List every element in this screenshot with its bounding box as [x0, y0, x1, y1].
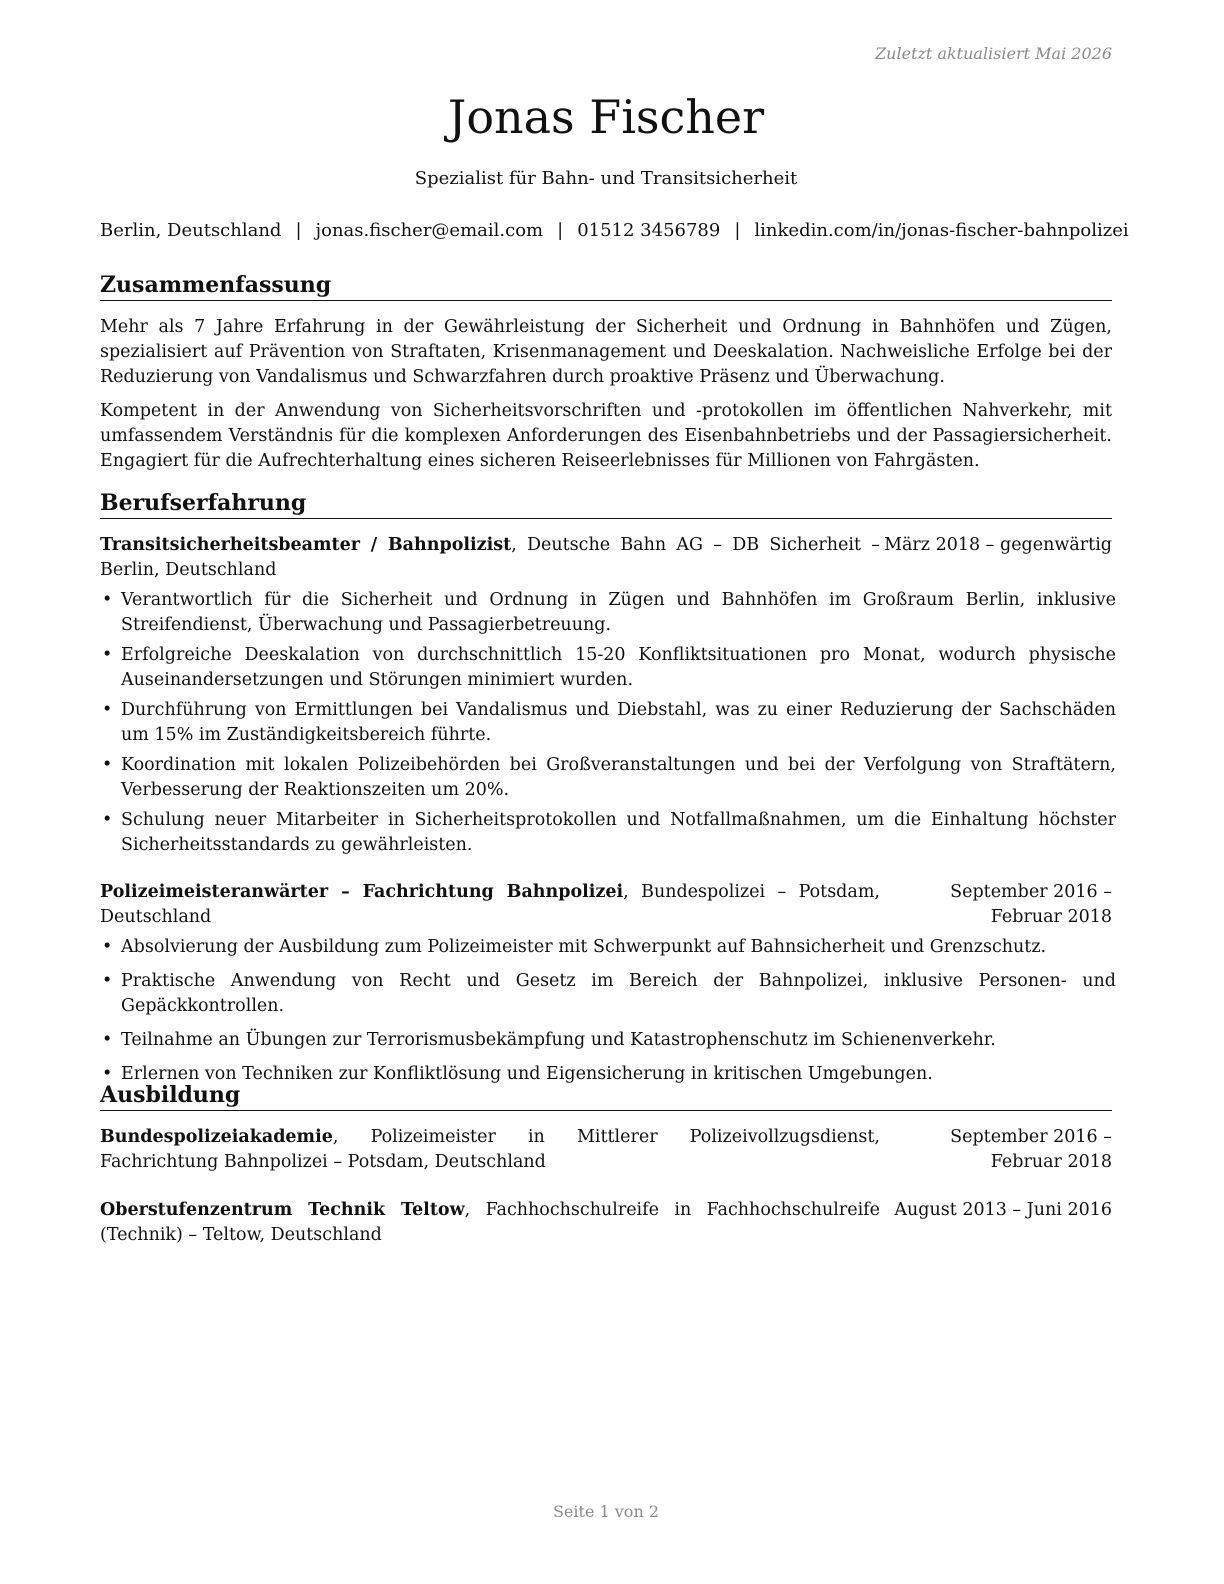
- education-dates: August 2013 – Juni 2016: [894, 1200, 1112, 1220]
- job-details: , Deutsche Bahn AG – DB Sicherheit – Berlin, Deutschland: [100, 535, 880, 580]
- candidate-name: Jonas Fischer: [447, 90, 765, 144]
- job-role: Transitsicherheitsbeamter / Bahnpolizist: [100, 535, 512, 555]
- candidate-subtitle: Spezialist für Bahn- und Transitsicherheit: [414, 168, 798, 189]
- summary-paragraph: Mehr als 7 Jahre Erfahrung in der Gewährleistung der Sicherheit und Ordnung in Bahnhöfen und Zügen, spezialisiert auf Prävention von Straftaten, Krisenmanagement und Deeskalation. Nachweisliche Erfolge bei der Reduzierung von Vandalismus und Schwarzfahren durch proaktive Präsenz und Überwachung.: [100, 317, 1112, 387]
- contact-separator: |: [734, 220, 741, 241]
- job-role: Polizeimeisteranwärter – Fachrichtung Bahnpolizei: [100, 882, 624, 902]
- job-title-line: [100, 880, 880, 930]
- education-title-line: [100, 1198, 880, 1248]
- list-item: • Koordination mit lokalen Polizeibehörden bei Großveranstaltungen und bei der Verfolgung von Straftätern, Verbesserung der Reaktionszeiten um 20%.: [100, 753, 1116, 803]
- contact-line: [100, 219, 1129, 243]
- job-bullets: [100, 935, 1116, 1087]
- resume-page: [100, 0, 1129, 1584]
- job-title-line: [100, 533, 880, 583]
- section-title-summary: Zusammenfassung: [100, 271, 1112, 301]
- contact-location: Berlin, Deutschland: [100, 220, 282, 241]
- last-updated: Zuletzt aktualisiert Mai 2026: [875, 44, 1112, 63]
- education-details: , Fachhochschulreife in Fachhochschulreife (Technik) – Teltow, Deutschland: [100, 1200, 880, 1245]
- contact-phone[interactable]: 01512 3456789: [577, 220, 721, 241]
- list-item: • Durchführung von Ermittlungen bei Vandalismus und Diebstahl, was zu einer Reduzierung der Sachschäden um 15% im Zuständigkeitsbereich führte.: [100, 698, 1116, 748]
- contact-separator: |: [557, 220, 564, 241]
- job-details: , Bundespolizei – Potsdam, Deutschland: [100, 882, 880, 927]
- education-institution: Oberstufenzentrum Technik Teltow: [100, 1200, 465, 1220]
- contact-linkedin[interactable]: linkedin.com/in/jonas-fischer-bahnpolizei: [754, 220, 1129, 241]
- contact-separator: |: [295, 220, 302, 241]
- list-item: • Schulung neuer Mitarbeiter in Sicherheitsprotokollen und Notfallmaßnahmen, um die Einhaltung höchster Sicherheitsstandards zu gewährleisten.: [100, 808, 1116, 858]
- list-item: • Verantwortlich für die Sicherheit und Ordnung in Zügen und Bahnhöfen im Großraum Berlin, inklusive Streifendienst, Überwachung und Passagierbetreuung.: [100, 588, 1116, 638]
- education-dates: September 2016 – Februar 2018: [950, 1127, 1112, 1172]
- list-item: • Erfolgreiche Deeskalation von durchschnittlich 15-20 Konfliktsituationen pro Monat, wodurch physische Auseinandersetzungen und Störungen minimiert wurden.: [100, 643, 1116, 693]
- section-title-education: Ausbildung: [100, 1081, 1112, 1111]
- list-item: • Erlernen von Techniken zur Konfliktlösung und Eigensicherung in kritischen Umgebungen.: [100, 1062, 1116, 1087]
- contact-email[interactable]: jonas.fischer@email.com: [315, 220, 544, 241]
- list-item: • Teilnahme an Übungen zur Terrorismusbekämpfung und Katastrophenschutz im Schienenverkehr.: [100, 1028, 1116, 1053]
- summary-paragraph: Kompetent in der Anwendung von Sicherheitsvorschriften und -protokollen im öffentlichen Nahverkehr, mit umfassendem Verständnis für die komplexen Anforderungen des Eisenbahnbetriebs und der Passagiersicherheit. Engagiert für die Aufrechterhaltung eines sicheren Reiseerlebnisses für Millionen von Fahrgästen.: [100, 401, 1112, 471]
- section-title-experience: Berufserfahrung: [100, 489, 1112, 519]
- education-details: , Polizeimeister in Mittlerer Polizeivollzugsdienst, Fachrichtung Bahnpolizei – Potsdam, Deutschland: [100, 1127, 880, 1172]
- job-bullets: [100, 588, 1116, 858]
- education-institution: Bundespolizeiakademie: [100, 1127, 333, 1147]
- page-number: Seite 1 von 2: [552, 1502, 660, 1521]
- list-item: • Praktische Anwendung von Recht und Gesetz im Bereich der Bahnpolizei, inklusive Personen- und Gepäckkontrollen.: [100, 969, 1116, 1019]
- job-dates: März 2018 – gegenwärtig: [884, 535, 1112, 555]
- job-dates: September 2016 – Februar 2018: [950, 882, 1112, 927]
- list-item: • Absolvierung der Ausbildung zum Polizeimeister mit Schwerpunkt auf Bahnsicherheit und Grenzschutz.: [100, 935, 1116, 960]
- education-title-line: [100, 1125, 880, 1175]
